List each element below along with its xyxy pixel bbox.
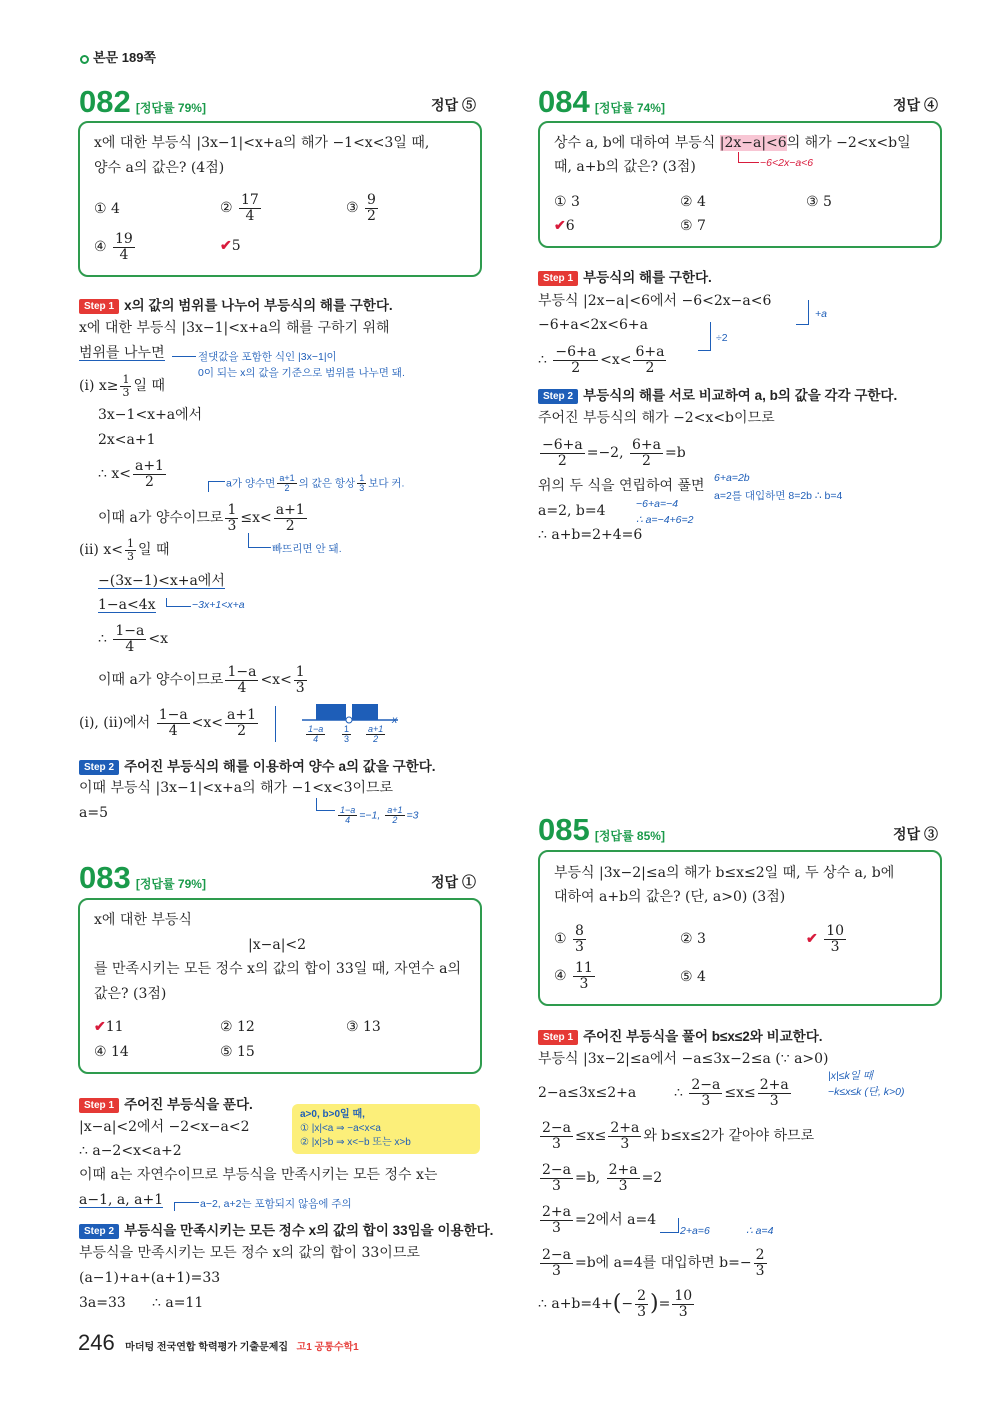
choice-5[interactable]: ⑤ 4 [680, 969, 706, 985]
denominator: 4 [345, 815, 351, 826]
denominator: 2 [367, 207, 376, 224]
tick-label [340, 725, 353, 745]
text: <x< [191, 715, 224, 732]
note: ÷2 [716, 332, 728, 344]
solution-line: ∴ a=11 [152, 1295, 204, 1311]
answer-label: 정답 ③ [893, 826, 938, 842]
step2-row [79, 1219, 493, 1239]
note: −k≤x≤k (단, k>0) [828, 1086, 905, 1098]
correct-rate: [정답률 85%] [594, 829, 665, 843]
answer-label: 정답 ⑤ [431, 97, 476, 113]
choice-4[interactable]: ④ $\frac{19}{4}$ [94, 231, 133, 263]
text: ≤x< [240, 510, 272, 527]
solution-line: a=2, b=4 [538, 503, 606, 519]
solution-line: −6+a<2x<6+a [538, 317, 648, 333]
solution-line: 부등식 |3x−2|≤a에서 −a≤3x−2≤a (∵ a>0) [538, 1051, 829, 1067]
page-header [80, 47, 156, 66]
choice-text: 11 [105, 1019, 124, 1035]
denominator: 2 [392, 815, 398, 826]
denominator: 3 [552, 1135, 561, 1152]
choice-1[interactable]: ① 3 [554, 194, 580, 210]
step-badge: Step 2 [79, 1224, 119, 1239]
problem-number: 083 [79, 860, 131, 895]
text: =2에서 a=4 [574, 1212, 657, 1229]
denominator: 3 [359, 483, 365, 494]
choice-3[interactable]: ③ 5 [806, 194, 832, 210]
bracket-line [275, 706, 276, 742]
numerator: a+1 [387, 805, 403, 815]
numerator: 10 [674, 1288, 693, 1304]
solution-line [98, 665, 309, 695]
case-ii [79, 538, 169, 562]
step-title: 주어진 부등식의 해를 이용하여 양수 a의 값을 구한다. [124, 759, 436, 774]
circle-icon [80, 55, 89, 64]
checkmark-icon: ✔ [554, 218, 566, 234]
arrow-icon [174, 1202, 199, 1211]
numerator: 2−a [542, 1162, 571, 1178]
numerator: 2−a [542, 1120, 571, 1136]
step-title: 부등식의 해를 구한다. [583, 270, 712, 285]
text: 와 b≤x≤2가 같아야 하므로 [643, 1128, 815, 1145]
denominator: 4 [313, 734, 319, 745]
text: =b에 a=4를 대입하면 b=− [574, 1255, 752, 1272]
numerator: 17 [241, 192, 259, 208]
problem-number: 082 [79, 84, 131, 119]
solution-line: ∴ a+b=2+4=6 [538, 527, 643, 543]
numerator: 2+a [759, 1077, 789, 1093]
denominator: 2 [571, 359, 581, 376]
solution-line: 3a=33 [79, 1295, 126, 1311]
denominator: 2 [285, 517, 295, 534]
text: <x< [260, 672, 292, 689]
numerator: a+1 [279, 473, 295, 483]
numerator: 1−a [158, 707, 188, 723]
choice-1[interactable] [94, 1019, 124, 1035]
text: 이때 a가 양수이므로 [98, 672, 224, 689]
solution-line: (a−1)+a+(a+1)=33 [79, 1270, 221, 1286]
solution-line: x에 대한 부등식 |3x−1|<x+a의 해를 구하기 위해 [79, 320, 390, 336]
denominator: 2 [145, 473, 154, 490]
highlight: |2x−a|<6 [719, 135, 787, 151]
text: 의 값은 항상 [298, 477, 356, 490]
numerator: 2 [755, 1247, 765, 1263]
tick-label [364, 725, 387, 745]
step-title: 주어진 부등식을 풀어 b≤x≤2와 비교한다. [583, 1029, 823, 1044]
answer-label: 정답 ④ [893, 97, 938, 113]
denominator: 3 [618, 1177, 628, 1194]
text: (ⅱ) x< [79, 542, 123, 559]
numerator: 11 [575, 960, 593, 976]
bracket-line [796, 300, 809, 325]
denominator: 3 [552, 1177, 561, 1194]
step-badge: Step 2 [538, 389, 578, 404]
denominator: 3 [755, 1262, 765, 1279]
correct-rate: [정답률 74%] [594, 101, 665, 115]
correct-rate: [정답률 79%] [135, 101, 206, 115]
choice-5[interactable] [220, 238, 241, 254]
numerator: 10 [826, 923, 845, 939]
denominator: 3 [575, 938, 584, 955]
denominator: 3 [769, 1092, 779, 1109]
open-point [346, 717, 352, 723]
correct-rate: [정답률 79%] [135, 877, 206, 891]
problem-085-title [538, 812, 665, 848]
denominator: 3 [830, 938, 840, 955]
numerator: 1−a [115, 623, 145, 639]
problem-082-title [79, 84, 206, 120]
choice-2[interactable]: ② 3 [680, 931, 706, 947]
text: 일 때 [137, 542, 170, 559]
solution-line: 부등식 |2x−a|<6에서 −6<2x−a<6 [538, 293, 772, 309]
denominator: 3 [344, 734, 350, 745]
note: −3x+1<x+a [192, 599, 245, 611]
solution-line: 이때 부등식 |3x−1|<x+a의 해가 −1<x<3이므로 [79, 780, 394, 796]
choice-2[interactable]: ② $\frac{17}{4}$ [220, 192, 259, 224]
numerator: 1 [295, 664, 305, 680]
text: =3 [406, 809, 419, 822]
question-line: 양수 a의 값은? (4점) [94, 160, 225, 176]
solution-line: 위의 두 식을 연립하여 풀면 [538, 478, 705, 494]
text: 이때 a가 양수이므로 [98, 510, 224, 527]
question-line: |x−a|<2 [248, 937, 307, 953]
numerator: 2+a [610, 1120, 640, 1136]
numerator: −6+a [555, 344, 597, 360]
note: ∴ a=4 [746, 1225, 774, 1237]
solution-line [538, 1248, 769, 1278]
text: ∴ x< [98, 466, 131, 483]
solution-line [674, 1078, 793, 1108]
text: =b [664, 445, 686, 462]
note: +a [815, 308, 827, 320]
choice-5[interactable]: ⑤ 15 [220, 1044, 255, 1060]
numerator: 2+a [608, 1162, 638, 1178]
step1-row [79, 294, 393, 314]
page-number: 246 [78, 1330, 115, 1355]
question-line: 값은? (3점) [94, 986, 167, 1002]
solution-line: ∴ a+b=4+(− $\frac{2}{3}$ )= $\frac{10}{3}$ [538, 1288, 693, 1320]
note: |x|≤k일 때 [828, 1070, 873, 1082]
case-i [79, 374, 165, 398]
text: ∴ a+b=4+ [538, 1296, 613, 1313]
tick-label [304, 725, 327, 745]
question-line: 때, a+b의 값은? (3점) [554, 159, 696, 175]
text: = [658, 1296, 671, 1313]
checkmark-icon: ✔ [806, 931, 818, 948]
solution-line: 주어진 부등식의 해가 −2<x<b이므로 [538, 410, 775, 426]
problem-number: 085 [538, 812, 590, 847]
bracket-line [698, 322, 711, 351]
denominator: 3 [701, 1092, 711, 1109]
step-badge: Step 1 [538, 1030, 578, 1045]
tip-line: ② |x|>b ⇒ x<−b 또는 x>b [300, 1137, 411, 1148]
arrow-icon [248, 533, 271, 548]
numerator: 1−a [308, 724, 324, 734]
solution-line [79, 708, 260, 738]
solution-line: a−1, a, a+1 [79, 1192, 164, 1208]
note: 2+a=6 [680, 1225, 710, 1237]
choice-text: 5 [231, 238, 241, 254]
region-shading [316, 704, 346, 720]
note: −6+a=−4 [636, 498, 679, 510]
step-title: 주어진 부등식을 푼다. [124, 1097, 253, 1112]
arrow-icon [208, 481, 225, 492]
page-footer [78, 1330, 359, 1356]
step-badge: Step 1 [538, 271, 578, 286]
text: ∴ [674, 1085, 683, 1102]
step-badge: Step 1 [79, 299, 119, 314]
question-line: x에 대한 부등식 [94, 912, 192, 928]
choice-text: 6 [565, 218, 575, 234]
solution-line: |x−a|<2에서 −2<x−a<2 [79, 1119, 250, 1135]
problem-083-title [79, 860, 206, 896]
numerator: 6+a [632, 437, 661, 453]
solution-line: 범위를 나누면 [79, 345, 165, 361]
text: <x [148, 631, 168, 648]
solution-line [538, 1163, 662, 1193]
problem-number: 084 [538, 84, 590, 119]
note: a=2를 대입하면 8=2b ∴ b=4 [714, 490, 843, 502]
numerator: −6+a [542, 437, 583, 453]
solution-line: 2−a≤3x≤2+a [538, 1085, 637, 1101]
text: 보다 커. [368, 477, 405, 490]
numerator: 1 [344, 724, 350, 734]
solution-line [538, 345, 668, 375]
numerator: 2+a [542, 1204, 571, 1220]
note [226, 474, 404, 494]
text: =2 [641, 1170, 663, 1187]
text: 상수 a, b에 대하여 부등식 [554, 135, 716, 151]
problem-084-title [538, 84, 665, 120]
choice-1[interactable]: ① $\frac{8}{3}$ [554, 923, 584, 955]
choice-4[interactable]: ④ $\frac{11}{3}$ [554, 960, 593, 992]
note: ∴ a=−4+6=2 [636, 514, 694, 526]
solution-line: 부등식을 만족시키는 모든 정수 x의 값의 합이 33이므로 [79, 1245, 420, 1261]
tip-box [292, 1104, 480, 1154]
text: =−1, [359, 809, 381, 822]
numerator: 1 [126, 537, 134, 550]
subject-label: 고1 공통수학1 [296, 1342, 359, 1353]
note: 빠뜨리면 안 돼. [272, 543, 342, 555]
denominator: 3 [552, 1262, 561, 1279]
denominator: 2 [237, 722, 246, 739]
numerator: 2−a [691, 1077, 721, 1093]
note: −6<2x−a<6 [760, 157, 814, 169]
note: 0이 되는 x의 값을 기준으로 범위를 나누면 돼. [198, 367, 405, 379]
step-title: x의 값의 범위를 나누어 부등식의 해를 구한다. [124, 298, 393, 313]
answer-label: 정답 ① [431, 874, 476, 890]
denominator: 2 [284, 483, 290, 494]
text: ∴ [538, 352, 547, 369]
numerator: 9 [367, 192, 376, 208]
numerator: a+1 [134, 458, 164, 474]
choice-4[interactable] [554, 218, 575, 234]
solution-line [538, 1205, 656, 1235]
axis-label: x [392, 714, 398, 726]
tip-line: ① |x|<a ⇒ −a<x<a [300, 1123, 381, 1134]
denominator: 3 [227, 517, 237, 534]
arrow-icon [172, 356, 196, 357]
choice-5[interactable]: ⑤ 7 [680, 218, 706, 234]
denominator: 2 [645, 359, 655, 376]
choice-2[interactable]: ② 12 [220, 1019, 255, 1035]
step-title: 부등식의 해를 서로 비교하여 a, b의 값을 각각 구한다. [583, 388, 898, 403]
text: 일 때 [133, 378, 165, 395]
numerator: 19 [115, 231, 133, 247]
denominator: 3 [122, 385, 130, 399]
question-line: x에 대한 부등식 |3x−1|<x+a의 해가 −1<x<3일 때, [94, 135, 430, 151]
solution-line: −(3x−1)<x+a에서 [98, 573, 225, 589]
step-badge: Step 1 [79, 1098, 119, 1113]
checkmark-icon: ✔ [94, 1019, 106, 1035]
text: a가 양수면 [226, 477, 276, 490]
denominator: 3 [579, 975, 589, 992]
header-label: 본문 189쪽 [93, 50, 156, 65]
denominator: 4 [119, 246, 129, 263]
denominator: 3 [552, 1219, 561, 1236]
choice-3[interactable]: ③ $\frac{9}{2}$ [346, 192, 376, 224]
solution-line [98, 624, 168, 654]
solution-line [98, 459, 168, 489]
numerator: 8 [575, 923, 584, 939]
numerator: a+1 [227, 707, 257, 723]
step-badge: Step 2 [79, 760, 119, 775]
checkmark-icon: ✔ [220, 238, 232, 254]
arrow-icon [166, 598, 191, 607]
note: 절댓값을 포함한 식인 |3x−1|이 [198, 351, 337, 363]
step2-row [79, 755, 435, 775]
choice-1[interactable]: ① 4 [94, 201, 120, 217]
text: (ⅰ) x≥ [79, 378, 119, 395]
solution-line [98, 503, 309, 533]
denominator: 4 [237, 679, 247, 696]
arrow-icon [738, 152, 759, 163]
numerator: a+1 [368, 724, 384, 734]
solution-line: 이때 a는 자연수이므로 부등식을 만족시키는 모든 정수 x는 [79, 1167, 438, 1183]
numerator: 1 [227, 502, 237, 518]
denominator: 2 [373, 734, 379, 745]
denominator: 2 [642, 452, 651, 469]
choice-2[interactable]: ② 4 [680, 194, 706, 210]
numerator: 1−a [227, 664, 257, 680]
text: ≤x≤ [724, 1085, 756, 1102]
solution-line: 3x−1<x+a에서 [98, 407, 203, 423]
denominator: 2 [557, 452, 567, 469]
question-line: 대하여 a+b의 값은? (단, a>0) (3점) [554, 889, 786, 905]
denominator: 3 [678, 1303, 688, 1320]
text: =−2, [586, 445, 624, 462]
text: ≤x≤ [574, 1128, 607, 1145]
choice-3[interactable]: ③ 13 [346, 1019, 381, 1035]
numerator: 1 [122, 373, 130, 386]
question-line: 를 만족시키는 모든 정수 x의 값의 합이 33일 때, 자연수 a의 [94, 961, 462, 977]
question-line: 부등식 |3x−2|≤a의 해가 b≤x≤2일 때, 두 상수 a, b에 [554, 865, 895, 881]
denominator: 4 [125, 638, 135, 655]
bracket-line [660, 1218, 679, 1233]
denominator: 3 [620, 1135, 630, 1152]
solution-line: 1−a<4x [98, 597, 156, 613]
arrow-icon [316, 798, 335, 811]
solution-line: a=5 [79, 805, 108, 821]
numerator: 1−a [340, 805, 356, 815]
numerator: 2−a [542, 1247, 571, 1263]
tip-line: a>0, b>0일 때, [300, 1109, 365, 1120]
text: ∴ [98, 631, 107, 648]
denominator: 3 [637, 1303, 647, 1320]
text: 의 해가 −2<x<b일 [786, 135, 911, 151]
step1-row [79, 1093, 253, 1113]
denominator: 3 [126, 549, 134, 563]
denominator: 3 [295, 679, 305, 696]
step-title: 부등식을 만족시키는 모든 정수 x의 값의 합이 33임을 이용한다. [124, 1223, 494, 1238]
choice-4[interactable]: ④ 14 [94, 1044, 129, 1060]
step1-row [538, 1025, 823, 1045]
region-shading [352, 704, 378, 720]
book-title: 마더텅 전국연합 학력평가 기출문제집 [125, 1342, 289, 1353]
solution-line: ∴ a−2<x<a+2 [79, 1143, 182, 1159]
step2-row [538, 384, 897, 404]
numerator: a+1 [275, 502, 305, 518]
note [336, 806, 419, 826]
denominator: 4 [245, 207, 255, 224]
denominator: 4 [168, 722, 178, 739]
note: a−2, a+2는 포함되지 않음에 주의 [200, 1198, 352, 1210]
solution-line: 2x<a+1 [98, 432, 156, 448]
numerator: 1 [359, 473, 365, 483]
numerator: 2 [637, 1288, 647, 1304]
choice-3[interactable] [806, 924, 848, 954]
text: =b, [574, 1170, 601, 1187]
step1-row [538, 266, 712, 286]
note: 6+a=2b [714, 472, 750, 484]
text: (ⅰ), (ⅱ)에서 [79, 715, 151, 732]
numerator: 6+a [635, 344, 665, 360]
solution-line [538, 1121, 814, 1151]
question-line [554, 136, 911, 150]
solution-line [538, 438, 686, 468]
text: <x< [600, 352, 632, 369]
